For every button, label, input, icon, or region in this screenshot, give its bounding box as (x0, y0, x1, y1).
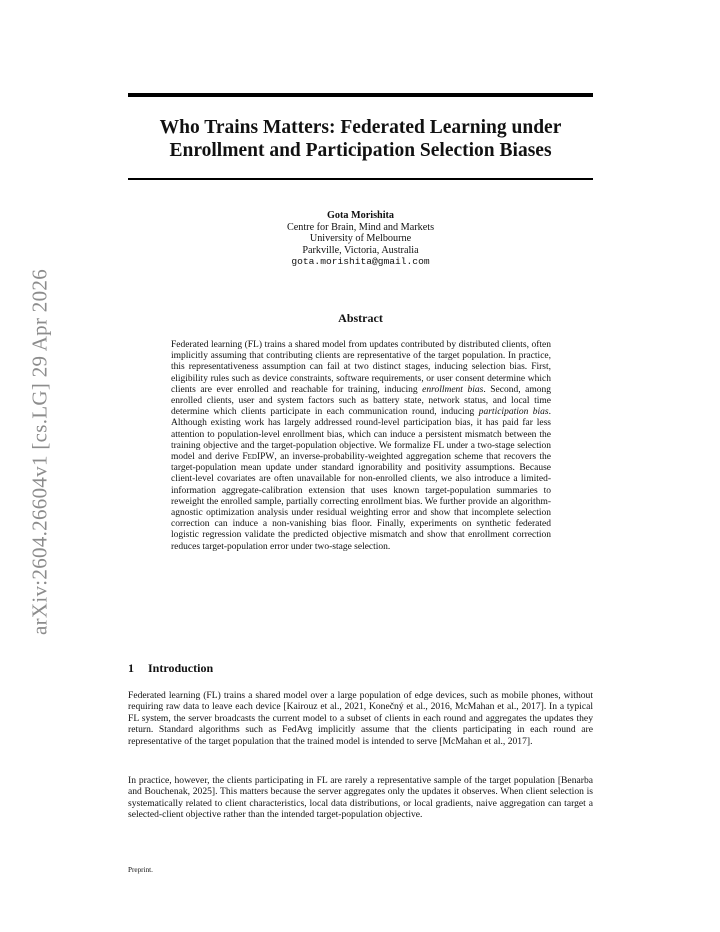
abstract-emphasis-enrollment-bias: enrollment bias (422, 384, 484, 395)
author-affiliation-2: University of Melbourne (309, 233, 412, 244)
author-affiliation-1: Centre for Brain, Mind and Markets (286, 221, 435, 233)
paper-title (128, 116, 593, 162)
abstract-text-3: . Although existing work has largely addressed round-level participation bias, it has paid far less attention to population-level enrollment bias, which can induce a persistent mismatch between the training objective and the target-population objective. We formalize FL under a two-stage selection model and derive (171, 407, 551, 463)
preprint-footer: Preprint. (128, 866, 153, 874)
author-email: gota.morishita@gmail.com (291, 256, 430, 267)
intro-paragraph-1: Federated learning (FL) trains a shared model over a large population of edge devices, such as mobile phones, without requiring raw data to leave each device [Kairouz et al., 2021, Konečný et al., 2016, McMahan et al., 2017]. In a typical FL system, the server broadcasts the current model to a subset of clients in each round and aggregates the updates they return. Standard algorithms such as FedAvg implicitly assume that the clients participating in each round are representative of the target population that the trained model is intended to serve [McMahan et al., 2017]. (128, 690, 593, 747)
arxiv-identifier: arXiv:2604.26604v1 [cs.LG] 29 Apr 2026 (27, 268, 52, 636)
abstract-heading: Abstract (338, 311, 383, 325)
author-block (128, 210, 593, 268)
author-location: Parkville, Victoria, Australia (302, 244, 419, 256)
abstract-emphasis-participation-bias: participation bias (478, 407, 549, 418)
title-line-2: Enrollment and Participation Selection Biases (169, 140, 552, 161)
title-bottom-rule (128, 178, 593, 180)
title-top-rule (128, 93, 593, 97)
abstract-text-4: , an inverse-probability-weighted aggregation scheme that recovers the target-population mean update under standard ignorability and positivity assumptions. Because client-level covariates are often unavailable for non-enrolled clients, we also introduce a limited-information aggregate-calibration extension that uses known target-population summaries to reweight the enrolled sample, partially correcting enrollment bias. We further provide an algorithm-agnostic optimization analysis under residual weighting error and show that incomplete selection correction can induce a non-vanishing bias floor. Finally, experiments on synthetic federated logistic regression validate the predicted objective mismatch and show that enrollment correction reduces target-population error under two-stage selection. (171, 452, 551, 552)
method-name: FedIPW (242, 452, 275, 463)
abstract-body (171, 340, 551, 553)
section-number: 1 (128, 661, 134, 675)
abstract-text-1: Federated learning (FL) trains a shared model from updates contributed by distributed clients, often implicitly assuming that contributing clients are representative of the target population. In practice, this representativeness assumption can fail at two distinct stages, inducing selection bias. First, eligibility rules such as device constraints, software requirements, or user consent determine which clients are ever enrolled and reachable for training, inducing (171, 340, 551, 395)
title-line-1: Who Trains Matters: Federated Learning under (159, 117, 562, 138)
intro-paragraph-2: In practice, however, the clients participating in FL are rarely a representative sample of the target population [Benarba and Bouchenak, 2025]. This matters because the server aggregates only the updates it observes. When client selection is systematically related to client characteristics, local data distributions, or local gradients, naive aggregation can target a selected-client objective rather than the intended target-population objective. (128, 775, 593, 821)
abstract-text-2: . Second, among enrolled clients, user and system factors such as battery state, network status, and local time determine which clients participate in each communication round, inducing (171, 384, 552, 418)
author-name: Gota Morishita (326, 210, 395, 221)
section-title: Introduction (148, 661, 214, 675)
section-heading-introduction (128, 661, 213, 676)
